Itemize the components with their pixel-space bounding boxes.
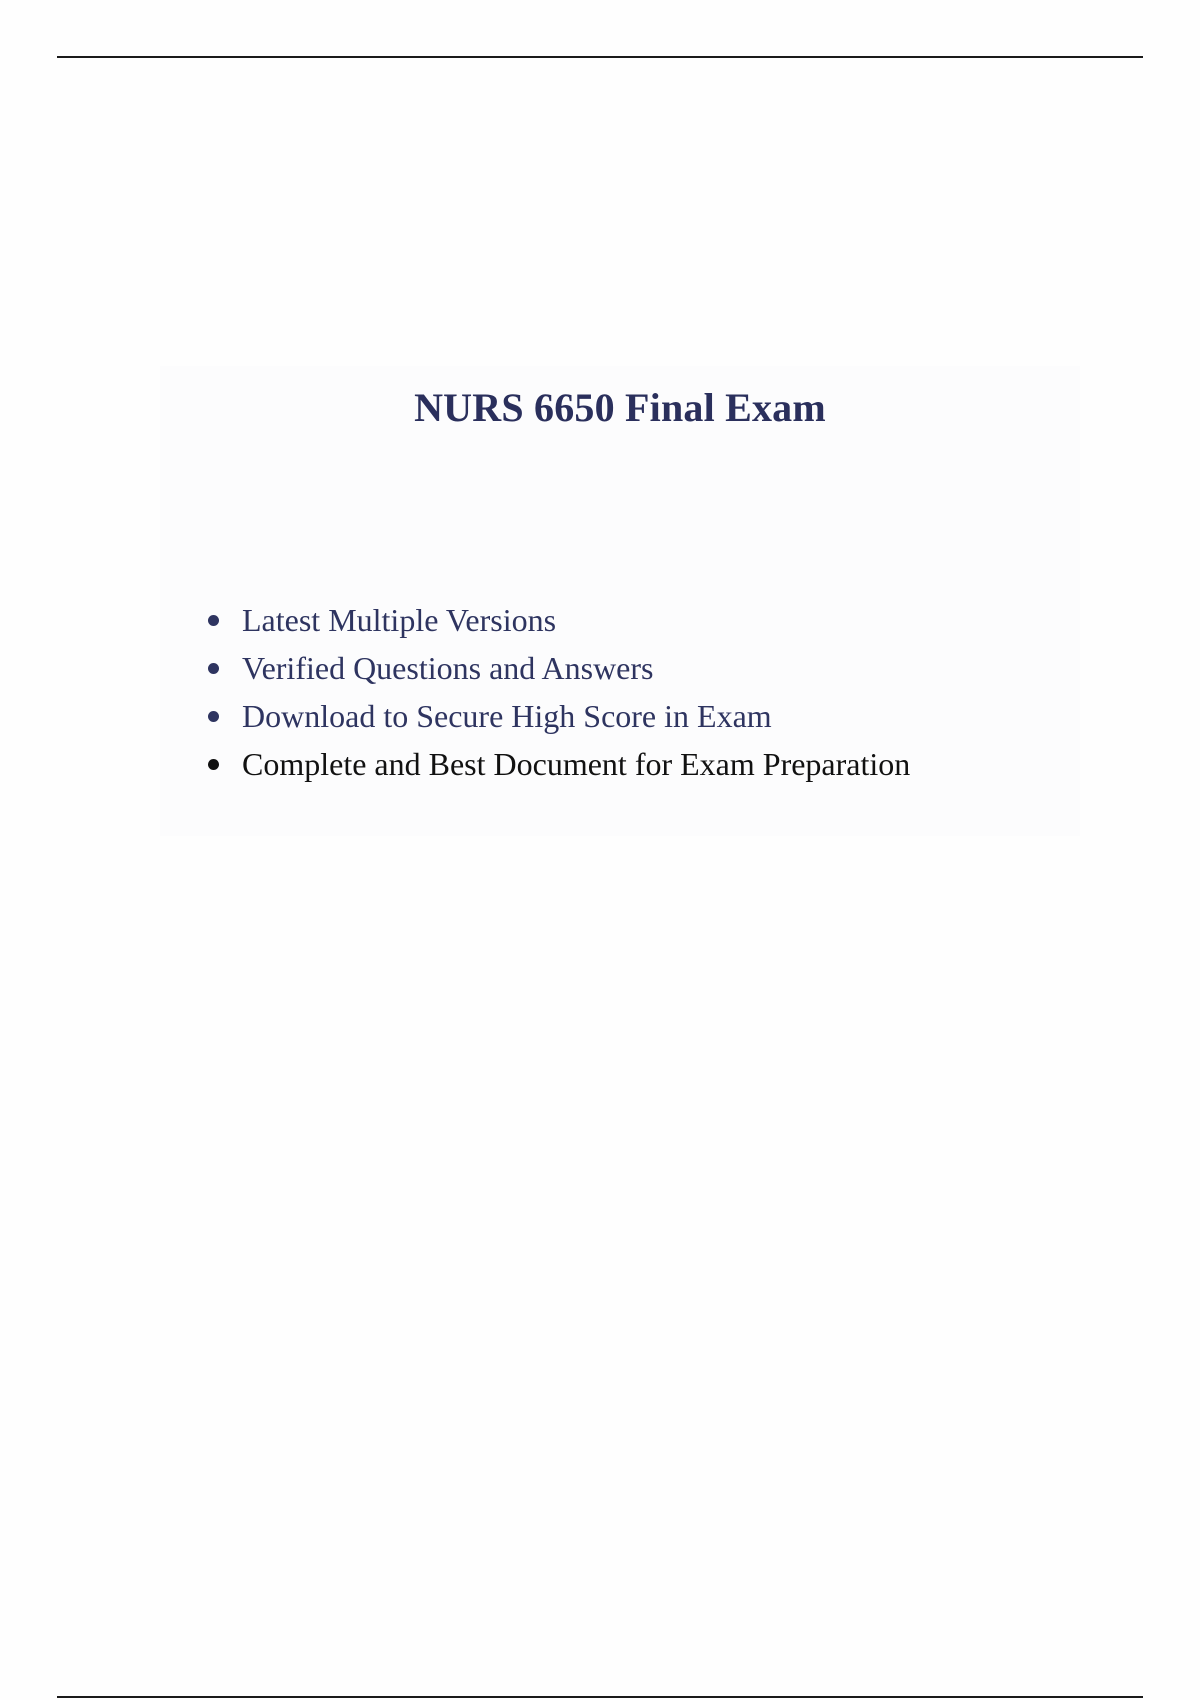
- list-item-text: Complete and Best Document for Exam Preparation: [242, 746, 911, 782]
- feature-list: [208, 596, 910, 788]
- list-item: [208, 644, 910, 692]
- bottom-rule: [57, 1696, 1143, 1698]
- list-item: [208, 692, 910, 740]
- bullet-icon: [208, 615, 219, 626]
- bullet-icon: [208, 663, 219, 674]
- list-item: [208, 740, 910, 788]
- document-title: NURS 6650 Final Exam: [414, 385, 826, 430]
- bullet-icon: [208, 711, 219, 722]
- list-item-text: Latest Multiple Versions: [242, 602, 557, 638]
- list-item-text: Download to Secure High Score in Exam: [242, 698, 772, 734]
- list-item: [208, 596, 910, 644]
- top-rule: [57, 56, 1143, 58]
- list-item-text: Verified Questions and Answers: [242, 650, 654, 686]
- cover-block: [160, 366, 1080, 836]
- bullet-icon: [208, 759, 219, 770]
